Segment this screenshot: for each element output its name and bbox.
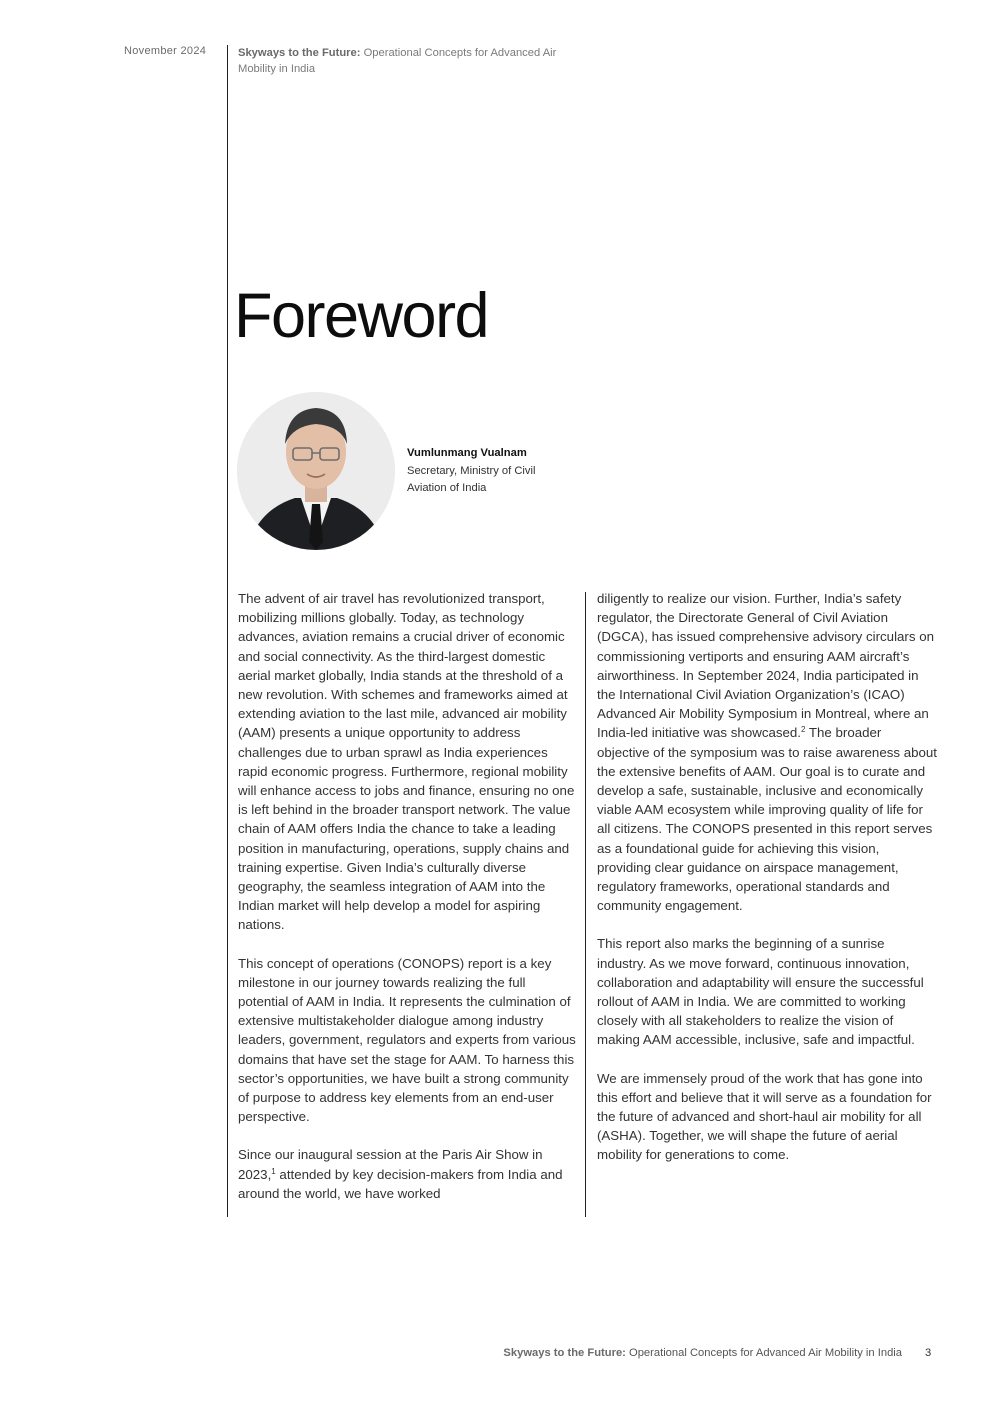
footer-title-rest: Operational Concepts for Advanced Air Mobility in India <box>625 1347 902 1359</box>
column-divider <box>585 592 586 1217</box>
author-name: Vumlunmang Vualnam <box>407 447 527 459</box>
footnote-ref: 1 <box>271 1166 276 1176</box>
header-title-bold: Skyways to the Future: <box>238 47 361 59</box>
paragraph <box>238 1145 578 1203</box>
page-number: 3 <box>925 1347 932 1359</box>
footer-title-bold: Skyways to the Future: <box>503 1347 626 1359</box>
header-title-rest: Operational Concepts for Advanced Air Mobility in India <box>238 47 557 75</box>
paragraph: This concept of operations (CONOPS) report is a key milestone in our journey towards realizing the full potential of AAM in India. It represents the culmination of extensive multistakeholder dialogue among industry leaders, government, regulators and experts from various domains that have set the stage for AAM. To harness this sector’s opportunities, we have built a strong community of purpose to address key elements from an end-user perspective. <box>238 955 576 1125</box>
footer-document-title <box>503 1347 902 1359</box>
paragraph-text: attended by key decision-makers from India and around the world, we have worked <box>238 1166 563 1201</box>
page-heading: Foreword <box>234 281 489 351</box>
body-column-left <box>238 589 578 1222</box>
author-info <box>407 445 577 498</box>
paragraph <box>597 589 937 915</box>
vertical-divider <box>227 45 228 1217</box>
footnote-ref: 2 <box>801 725 806 735</box>
paragraph: This report also marks the beginning of a sunrise industry. As we move forward, continuous innovation, collaboration and adaptability will ensure the successful rollout of AAM in India. We are committed to working closely with all stakeholders to realize the vision of making AAM accessible, inclusive, safe and impactful. <box>597 936 924 1048</box>
author-role: Secretary, Ministry of Civil Aviation of India <box>407 464 536 494</box>
paragraph-text: The broader objective of the symposium was to raise awareness about the extensive benefits of AAM. Our goal is to curate and develop a safe, sustainable, inclusive and economically viable AAM ecosystem while improving quality of life for all citizens. The CONOPS presented in this report serves as a foundational guide for achieving this vision, providing clear guidance on airspace management, regulatory frameworks, operational standards and community engagement. <box>597 725 937 914</box>
paragraph: The advent of air travel has revolutionized transport, mobilizing millions globally. Today, as technology advances, aviation remains a crucial driver of economic and social connectivity. As the third-largest domestic aerial market globally, India stands at the threshold of a new revolution. With schemes and frameworks aimed at extending aviation to the last mile, advanced air mobility (AAM) presents a unique opportunity to address challenges due to urban sprawl as India experiences rapid economic progress. Furthermore, regional mobility will enhance access to jobs and finance, ensuring no one is left behind in the broader transport network. The value chain of AAM offers India the chance to take a leading position in manufacturing, operations, supply chains and training expertise. Given India’s culturally diverse geography, the seamless integration of AAM into the Indian market will help develop a model for aspiring nations. <box>238 591 575 933</box>
paragraph: We are immensely proud of the work that has gone into this effort and believe that it will serve as a foundation for the future of advanced and short-haul air mobility for all (ASHA). Together, we will shape the future of aerial mobility for generations to come. <box>597 1070 932 1163</box>
author-portrait <box>237 392 395 550</box>
body-column-right <box>597 589 937 1184</box>
header-document-title <box>238 45 558 77</box>
paragraph-text: diligently to realize our vision. Further, India’s safety regulator, the Directorate General of Civil Aviation (DGCA), has issued comprehensive advisory circulars on commissioning vertiports and ensuring AAM aircraft’s airworthiness. In September 2024, India participated in the International Civil Aviation Organization’s (ICAO) Advanced Air Mobility Symposium in Montreal, where an India-led initiative was showcased. <box>597 591 934 741</box>
header-date: November 2024 <box>124 45 207 57</box>
paragraph-text: Since our inaugural session at the Paris Air Show in 2023, <box>238 1147 543 1182</box>
portrait-illustration <box>237 392 395 550</box>
